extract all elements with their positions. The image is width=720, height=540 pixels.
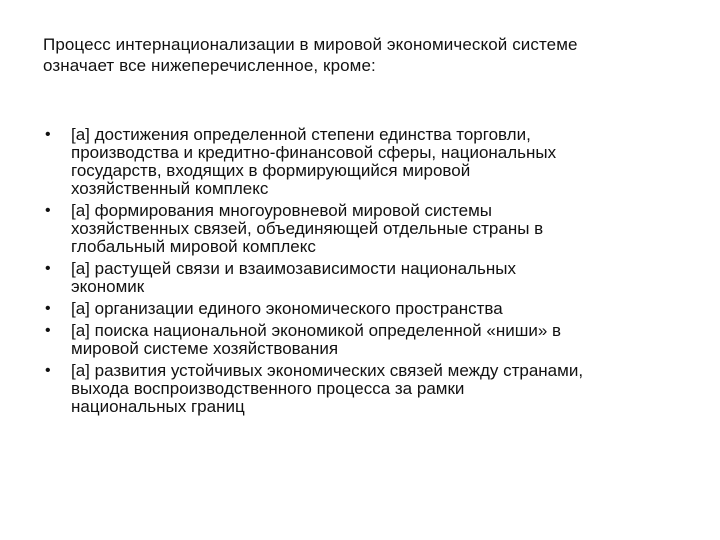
answer-list [43, 126, 703, 420]
list-item [43, 362, 703, 416]
title-line: Процесс интернационализации в мировой экономической системе [43, 35, 578, 54]
item-line: экономик [71, 277, 145, 296]
bullet-icon: • [45, 300, 51, 317]
bullet-icon: • [45, 126, 51, 143]
bullet-icon: • [45, 260, 51, 277]
item-line: выхода воспроизводственного процесса за рамки [71, 379, 465, 398]
bullet-icon: • [45, 202, 51, 219]
title-line: означает все нижеперечисленное, кроме: [43, 56, 376, 75]
list-item [43, 322, 703, 358]
item-line: производства и кредитно-финансовой сферы, национальных [71, 143, 557, 162]
item-line: национальных границ [71, 397, 245, 416]
list-item [43, 300, 703, 318]
item-line: глобальный мировой комплекс [71, 237, 316, 256]
item-line: [a] развития устойчивых экономических связей между странами, [71, 361, 584, 380]
item-line: [a] формирования многоуровневой мировой системы [71, 201, 493, 220]
item-line: [a] поиска национальной экономикой определенной «ниши» в [71, 321, 562, 340]
bullet-icon: • [45, 362, 51, 379]
item-line: мировой системе хозяйствования [71, 339, 339, 358]
list-item [43, 260, 703, 296]
list-item [43, 126, 703, 198]
item-line: государств, входящих в формирующийся мировой [71, 161, 471, 180]
item-line: [a] растущей связи и взаимозависимости национальных [71, 259, 516, 278]
question-title [43, 34, 703, 76]
item-line: хозяйственных связей, объединяющей отдельные страны в [71, 219, 544, 238]
bullet-icon: • [45, 322, 51, 339]
item-line: хозяйственный комплекс [71, 179, 269, 198]
list-item [43, 202, 703, 256]
item-line: [a] достижения определенной степени единства торговли, [71, 125, 531, 144]
item-line: [a] организации единого экономического пространства [71, 299, 503, 318]
